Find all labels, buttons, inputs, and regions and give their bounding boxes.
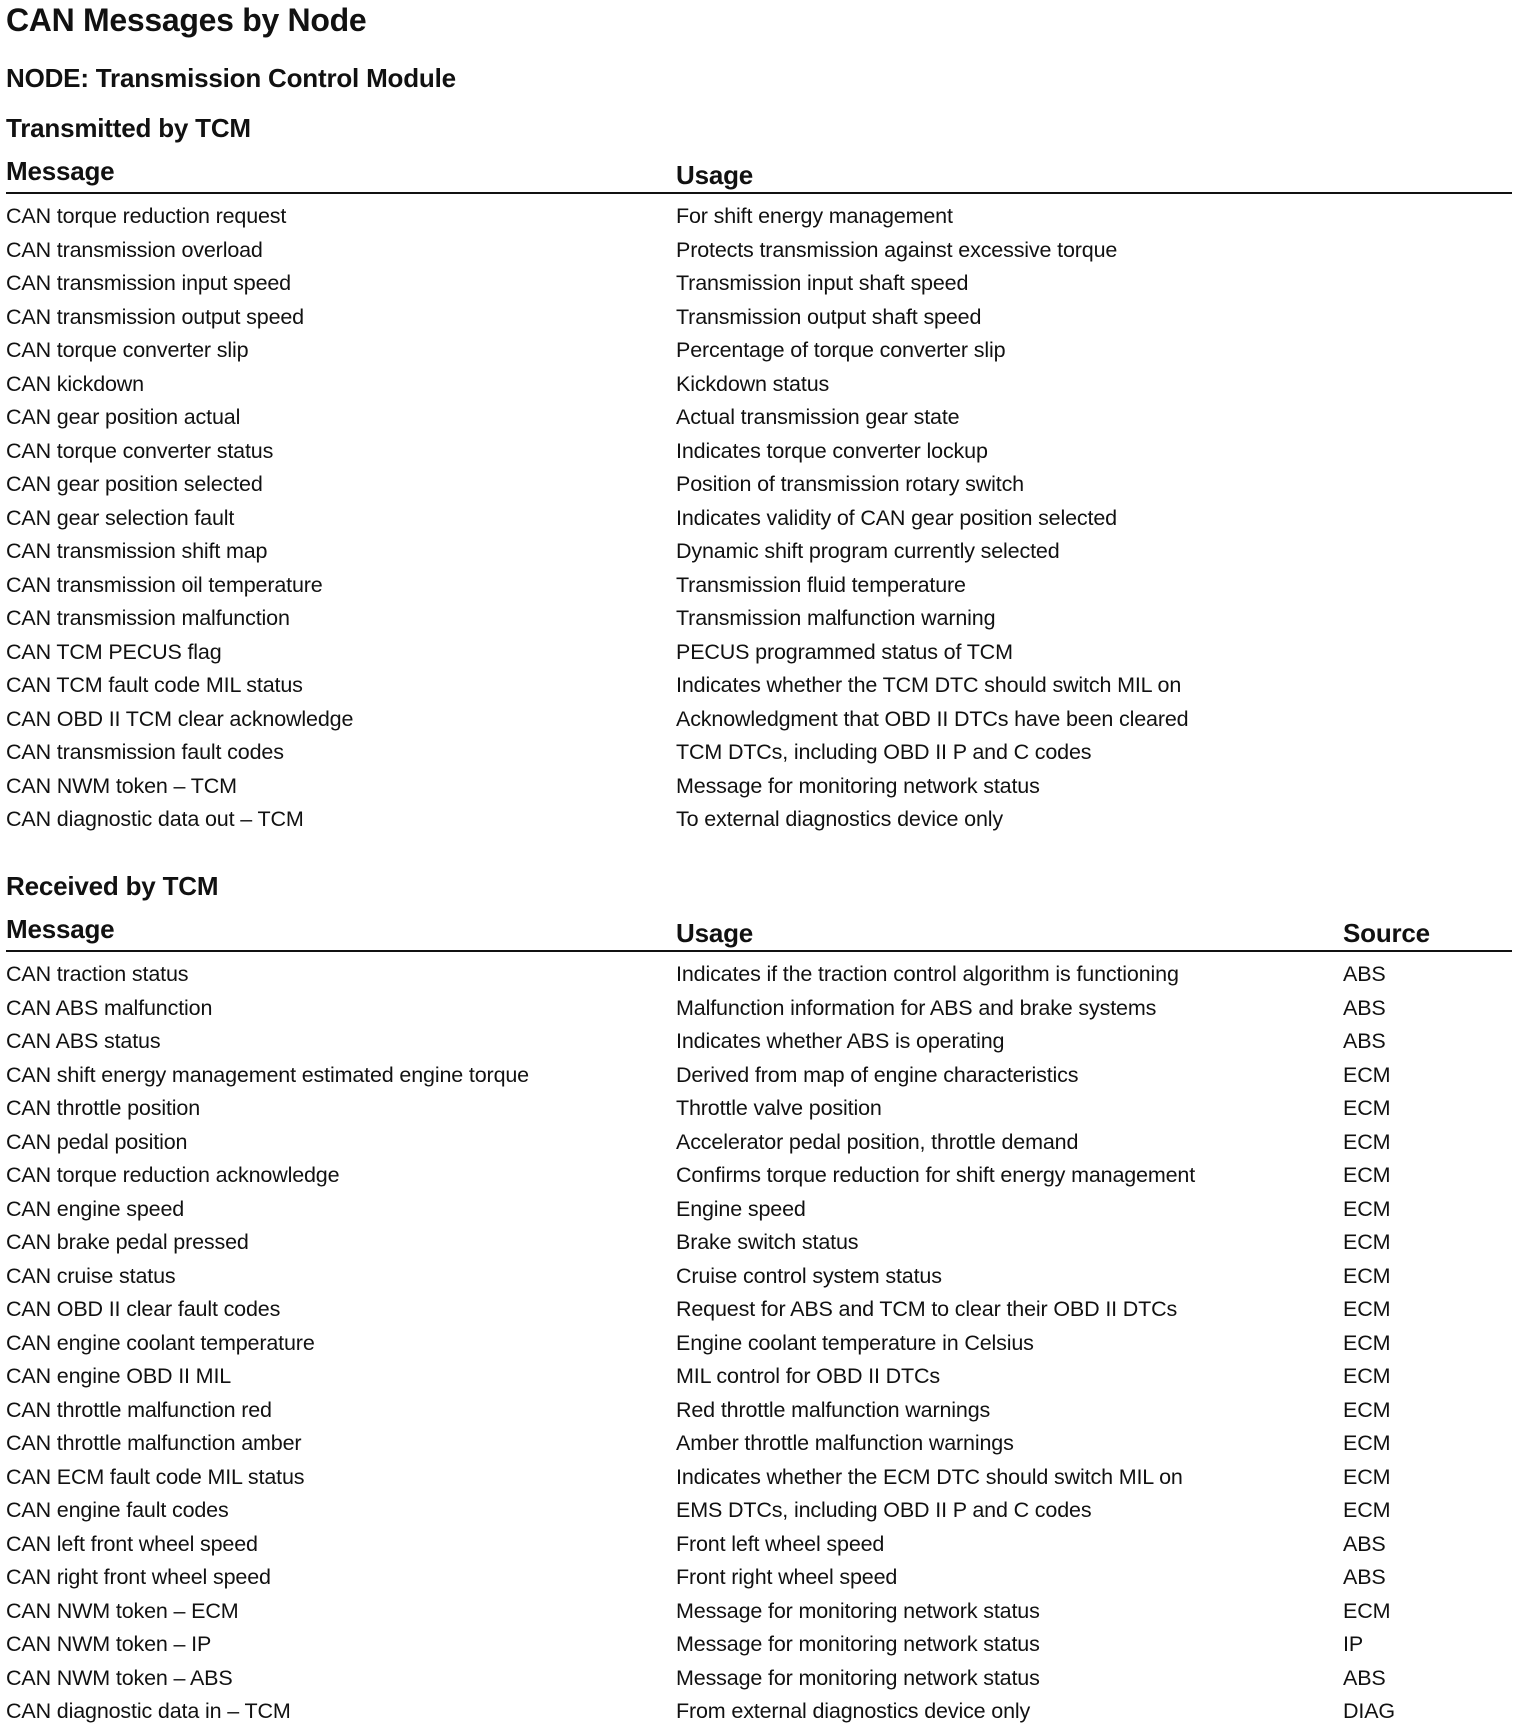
transmitted-table-body <box>6 201 1512 838</box>
source-cell: ECM <box>1343 1062 1391 1087</box>
table-row <box>6 704 1512 738</box>
table-row <box>6 771 1512 805</box>
table-row <box>6 1294 1512 1328</box>
table-row <box>6 1328 1512 1362</box>
usage-cell: Kickdown status <box>676 371 830 396</box>
usage-cell: Message for monitoring network status <box>676 773 1040 798</box>
usage-cell: Confirms torque reduction for shift energy management <box>676 1163 1196 1187</box>
table-row <box>6 1395 1512 1429</box>
received-table-body <box>6 959 1512 1730</box>
message-cell: CAN engine coolant temperature <box>6 1330 315 1355</box>
message-cell: CAN NWM token – ABS <box>6 1665 233 1690</box>
source-cell: ECM <box>1343 1364 1391 1388</box>
message-cell: CAN ABS status <box>6 1029 161 1053</box>
transmitted-section-title: Transmitted by TCM <box>6 113 251 143</box>
message-cell: CAN diagnostic data out – TCM <box>6 807 304 831</box>
message-cell: CAN engine speed <box>6 1196 185 1221</box>
usage-cell: Brake switch status <box>676 1230 859 1254</box>
source-cell: ABS <box>1343 1565 1386 1589</box>
transmitted-header-usage: Usage <box>676 160 754 190</box>
message-cell: CAN brake pedal pressed <box>6 1230 249 1254</box>
message-cell: CAN shift energy management estimated engine torque <box>6 1062 529 1087</box>
table-row <box>6 1227 1512 1261</box>
usage-cell: Front left wheel speed <box>676 1531 885 1556</box>
usage-cell: MIL control for OBD II DTCs <box>676 1364 940 1388</box>
source-cell: ECM <box>1343 1096 1391 1120</box>
received-header-message: Message <box>6 914 115 944</box>
page-title: CAN Messages by Node <box>6 2 367 38</box>
message-cell: CAN transmission oil temperature <box>6 572 323 597</box>
message-cell: CAN diagnostic data in – TCM <box>6 1699 291 1723</box>
message-cell: CAN gear position selected <box>6 472 263 496</box>
table-row <box>6 1093 1512 1127</box>
usage-cell: Transmission fluid temperature <box>676 572 966 597</box>
usage-cell: Actual transmission gear state <box>676 405 960 429</box>
transmitted-table-header <box>6 156 1512 194</box>
usage-cell: Derived from map of engine characteristics <box>676 1062 1079 1087</box>
table-row <box>6 737 1512 771</box>
message-cell: CAN transmission malfunction <box>6 606 290 630</box>
message-cell: CAN OBD II clear fault codes <box>6 1297 281 1321</box>
transmitted-header-message: Message <box>6 156 115 186</box>
usage-cell: Malfunction information for ABS and brake systems <box>676 995 1157 1020</box>
usage-cell: Indicates whether the ECM DTC should switch MIL on <box>676 1464 1183 1489</box>
table-row <box>6 1629 1512 1663</box>
message-cell: CAN transmission input speed <box>6 271 291 295</box>
table-row <box>6 1127 1512 1161</box>
message-cell: CAN OBD II TCM clear acknowledge <box>6 706 354 731</box>
source-cell: ECM <box>1343 1163 1391 1187</box>
message-cell: CAN NWM token – TCM <box>6 773 237 798</box>
usage-cell: Percentage of torque converter slip <box>676 338 1006 362</box>
table-row <box>6 1663 1512 1697</box>
usage-cell: Position of transmission rotary switch <box>676 472 1024 496</box>
source-cell: ECM <box>1343 1196 1391 1221</box>
received-header-source: Source <box>1343 918 1430 948</box>
usage-cell: Dynamic shift program currently selected <box>676 539 1060 563</box>
usage-cell: Protects transmission against excessive torque <box>676 237 1118 262</box>
table-row <box>6 1596 1512 1630</box>
table-row <box>6 1428 1512 1462</box>
message-cell: CAN NWM token – ECM <box>6 1598 239 1623</box>
usage-cell: Front right wheel speed <box>676 1565 898 1589</box>
source-cell: ECM <box>1343 1598 1391 1623</box>
table-row <box>6 436 1512 470</box>
table-row <box>6 603 1512 637</box>
source-cell: ECM <box>1343 1263 1391 1288</box>
table-row <box>6 1529 1512 1563</box>
received-section-title: Received by TCM <box>6 871 219 901</box>
message-cell: CAN torque converter slip <box>6 338 249 362</box>
message-cell: CAN TCM PECUS flag <box>6 639 222 664</box>
usage-cell: Indicates validity of CAN gear position selected <box>676 505 1117 530</box>
usage-cell: For shift energy management <box>676 204 953 228</box>
message-cell: CAN transmission overload <box>6 237 263 262</box>
message-cell: CAN ECM fault code MIL status <box>6 1464 305 1489</box>
message-cell: CAN transmission output speed <box>6 304 304 329</box>
table-row <box>6 1060 1512 1094</box>
message-cell: CAN torque reduction request <box>6 204 287 228</box>
table-row <box>6 1495 1512 1529</box>
message-cell: CAN pedal position <box>6 1129 188 1154</box>
message-cell: CAN engine OBD II MIL <box>6 1364 232 1388</box>
source-cell: ABS <box>1343 1665 1386 1690</box>
usage-cell: To external diagnostics device only <box>676 807 1003 831</box>
table-row <box>6 959 1512 993</box>
source-cell: ABS <box>1343 1029 1386 1053</box>
table-row <box>6 804 1512 838</box>
table-row <box>6 1696 1512 1730</box>
table-row <box>6 1194 1512 1228</box>
message-cell: CAN ABS malfunction <box>6 995 213 1020</box>
table-row <box>6 570 1512 604</box>
table-row <box>6 1261 1512 1295</box>
usage-cell: Amber throttle malfunction warnings <box>676 1431 1014 1455</box>
table-row <box>6 670 1512 704</box>
usage-cell: Message for monitoring network status <box>676 1665 1040 1690</box>
table-row <box>6 1462 1512 1496</box>
source-cell: ECM <box>1343 1230 1391 1254</box>
usage-cell: Acknowledgment that OBD II DTCs have been cleared <box>676 706 1189 731</box>
usage-cell: PECUS programmed status of TCM <box>676 639 1013 664</box>
message-cell: CAN right front wheel speed <box>6 1565 271 1589</box>
usage-cell: TCM DTCs, including OBD II P and C codes <box>676 740 1092 764</box>
received-header-usage: Usage <box>676 918 754 948</box>
source-cell: ECM <box>1343 1431 1391 1455</box>
usage-cell: EMS DTCs, including OBD II P and C codes <box>676 1498 1092 1522</box>
table-row <box>6 268 1512 302</box>
table-row <box>6 402 1512 436</box>
table-row <box>6 993 1512 1027</box>
table-row <box>6 235 1512 269</box>
usage-cell: Transmission input shaft speed <box>676 271 969 295</box>
table-row <box>6 1562 1512 1596</box>
message-cell: CAN engine fault codes <box>6 1498 229 1522</box>
message-cell: CAN cruise status <box>6 1263 176 1288</box>
source-cell: ECM <box>1343 1464 1391 1489</box>
source-cell: ECM <box>1343 1397 1391 1422</box>
usage-cell: Indicates whether the TCM DTC should switch MIL on <box>676 673 1182 697</box>
message-cell: CAN throttle malfunction red <box>6 1397 272 1422</box>
table-row <box>6 201 1512 235</box>
usage-cell: Cruise control system status <box>676 1263 942 1288</box>
usage-cell: Message for monitoring network status <box>676 1598 1040 1623</box>
table-row <box>6 335 1512 369</box>
message-cell: CAN kickdown <box>6 371 144 396</box>
table-row <box>6 1026 1512 1060</box>
usage-cell: From external diagnostics device only <box>676 1699 1031 1723</box>
usage-cell: Indicates torque converter lockup <box>676 438 988 463</box>
source-cell: DIAG <box>1343 1699 1395 1723</box>
source-cell: ABS <box>1343 1531 1386 1556</box>
message-cell: CAN torque reduction acknowledge <box>6 1163 340 1187</box>
usage-cell: Message for monitoring network status <box>676 1632 1040 1656</box>
usage-cell: Engine coolant temperature in Celsius <box>676 1330 1034 1355</box>
source-cell: ECM <box>1343 1129 1391 1154</box>
table-row <box>6 469 1512 503</box>
usage-cell: Transmission output shaft speed <box>676 304 982 329</box>
table-row <box>6 637 1512 671</box>
usage-cell: Request for ABS and TCM to clear their OBD II DTCs <box>676 1297 1178 1321</box>
received-table-header <box>6 914 1512 952</box>
usage-cell: Accelerator pedal position, throttle demand <box>676 1129 1079 1154</box>
message-cell: CAN throttle position <box>6 1096 201 1120</box>
table-row <box>6 369 1512 403</box>
node-title: NODE: Transmission Control Module <box>6 63 456 93</box>
message-cell: CAN NWM token – IP <box>6 1632 212 1656</box>
source-cell: IP <box>1343 1632 1364 1656</box>
source-cell: ECM <box>1343 1330 1391 1355</box>
table-row <box>6 536 1512 570</box>
message-cell: CAN gear position actual <box>6 405 241 429</box>
source-cell: ABS <box>1343 962 1386 986</box>
table-row <box>6 1160 1512 1194</box>
usage-cell: Indicates whether ABS is operating <box>676 1029 1005 1053</box>
message-cell: CAN torque converter status <box>6 438 274 463</box>
message-cell: CAN TCM fault code MIL status <box>6 673 303 697</box>
message-cell: CAN traction status <box>6 962 189 986</box>
usage-cell: Transmission malfunction warning <box>676 606 996 630</box>
message-cell: CAN left front wheel speed <box>6 1531 258 1556</box>
usage-cell: Red throttle malfunction warnings <box>676 1397 991 1422</box>
source-cell: ECM <box>1343 1498 1391 1522</box>
usage-cell: Throttle valve position <box>676 1096 882 1120</box>
message-cell: CAN transmission fault codes <box>6 740 284 764</box>
source-cell: ABS <box>1343 995 1386 1020</box>
table-row <box>6 1361 1512 1395</box>
table-row <box>6 503 1512 537</box>
message-cell: CAN gear selection fault <box>6 505 235 530</box>
message-cell: CAN throttle malfunction amber <box>6 1431 302 1455</box>
usage-cell: Indicates if the traction control algorithm is functioning <box>676 962 1179 986</box>
message-cell: CAN transmission shift map <box>6 539 268 563</box>
source-cell: ECM <box>1343 1297 1391 1321</box>
table-row <box>6 302 1512 336</box>
usage-cell: Engine speed <box>676 1196 806 1221</box>
